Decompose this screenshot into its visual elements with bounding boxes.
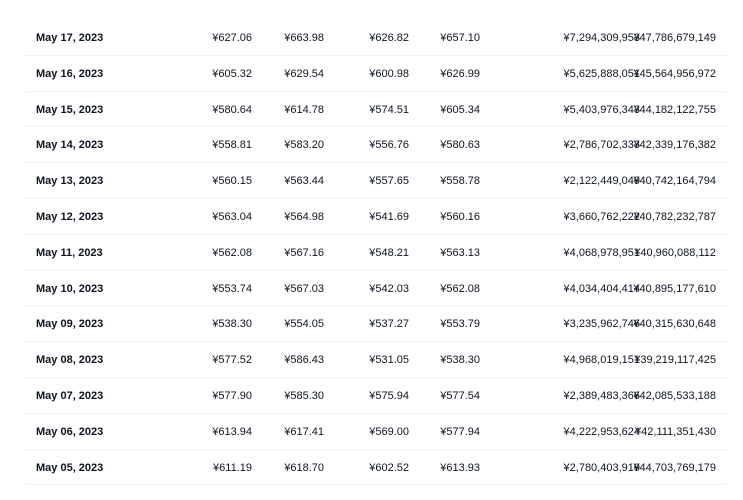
high-price-cell: ¥586.43	[284, 354, 324, 367]
high-price-cell: ¥583.20	[284, 139, 324, 152]
open-price-cell: ¥613.94	[212, 425, 252, 438]
open-price-cell: ¥580.64	[212, 103, 252, 116]
low-price-cell: ¥626.82	[369, 32, 409, 44]
low-price-cell: ¥556.76	[369, 139, 409, 152]
volume-cell: ¥2,786,702,333	[563, 139, 640, 152]
volume-cell: ¥2,780,403,919	[563, 461, 640, 474]
low-price-cell: ¥541.69	[369, 210, 409, 223]
close-price-cell: ¥577.94	[440, 425, 480, 438]
date-cell: May 05, 2023	[36, 461, 104, 474]
market-cap-cell: ¥47,786,679,149	[633, 32, 716, 44]
high-price-cell: ¥617.41	[284, 425, 324, 438]
close-price-cell: ¥558.78	[440, 175, 480, 188]
high-price-cell: ¥567.03	[284, 282, 324, 295]
date-cell: May 07, 2023	[36, 389, 104, 402]
table-row	[26, 378, 726, 414]
table-row	[26, 163, 726, 199]
market-cap-cell: ¥40,960,088,112	[634, 246, 716, 259]
market-cap-cell: ¥44,182,122,755	[633, 103, 716, 116]
table-row	[26, 92, 726, 128]
market-cap-cell: ¥42,111,351,430	[635, 425, 716, 438]
market-cap-cell: ¥42,085,533,188	[633, 389, 716, 402]
volume-cell: ¥5,403,976,343	[563, 103, 640, 116]
market-cap-cell: ¥39,219,117,425	[634, 354, 716, 367]
open-price-cell: ¥577.52	[212, 354, 252, 367]
low-price-cell: ¥542.03	[369, 282, 409, 295]
volume-cell: ¥2,122,449,049	[563, 175, 640, 188]
market-cap-cell: ¥44,703,769,179	[633, 461, 716, 474]
high-price-cell: ¥564.98	[284, 210, 324, 223]
high-price-cell: ¥663.98	[284, 32, 324, 44]
date-cell: May 10, 2023	[36, 282, 104, 295]
volume-cell: ¥4,034,404,414	[563, 282, 640, 295]
close-price-cell: ¥553.79	[440, 318, 480, 331]
historical-data-table	[26, 20, 726, 485]
open-price-cell: ¥560.15	[212, 175, 252, 188]
date-cell: May 17, 2023	[36, 32, 104, 44]
date-cell: May 16, 2023	[36, 67, 104, 80]
high-price-cell: ¥567.16	[284, 246, 324, 259]
low-price-cell: ¥574.51	[369, 103, 409, 116]
low-price-cell: ¥602.52	[369, 461, 409, 474]
close-price-cell: ¥538.30	[440, 354, 480, 367]
close-price-cell: ¥626.99	[440, 67, 480, 80]
market-cap-cell: ¥40,742,164,794	[633, 175, 716, 188]
high-price-cell: ¥563.44	[284, 175, 324, 188]
table-row	[26, 127, 726, 163]
date-cell: May 13, 2023	[36, 175, 104, 188]
open-price-cell: ¥577.90	[212, 389, 252, 402]
table-row	[26, 20, 726, 56]
volume-cell: ¥7,294,309,953	[563, 32, 640, 44]
table-row	[26, 414, 726, 450]
low-price-cell: ¥569.00	[369, 425, 409, 438]
close-price-cell: ¥563.13	[440, 246, 480, 259]
volume-cell: ¥5,625,888,051	[563, 67, 640, 80]
market-cap-cell: ¥45,564,956,972	[633, 67, 716, 80]
close-price-cell: ¥580.63	[440, 139, 480, 152]
market-cap-cell: ¥40,782,232,787	[633, 210, 716, 223]
close-price-cell: ¥577.54	[440, 389, 480, 402]
open-price-cell: ¥558.81	[212, 139, 252, 152]
table-row	[26, 235, 726, 271]
table-row	[26, 342, 726, 378]
close-price-cell: ¥562.08	[440, 282, 480, 295]
volume-cell: ¥2,389,483,366	[563, 389, 640, 402]
low-price-cell: ¥531.05	[369, 354, 409, 367]
volume-cell: ¥4,068,978,951	[563, 246, 640, 259]
low-price-cell: ¥537.27	[369, 318, 409, 331]
low-price-cell: ¥600.98	[369, 67, 409, 80]
market-cap-cell: ¥40,895,177,610	[633, 282, 716, 295]
date-cell: May 09, 2023	[36, 318, 104, 331]
close-price-cell: ¥605.34	[440, 103, 480, 116]
table-row	[26, 271, 726, 307]
high-price-cell: ¥614.78	[284, 103, 324, 116]
close-price-cell: ¥657.10	[440, 32, 480, 44]
table-row	[26, 199, 726, 235]
open-price-cell: ¥627.06	[212, 32, 252, 44]
table-row	[26, 450, 726, 486]
open-price-cell: ¥562.08	[212, 246, 252, 259]
low-price-cell: ¥557.65	[369, 175, 409, 188]
close-price-cell: ¥560.16	[440, 210, 480, 223]
date-cell: May 14, 2023	[36, 139, 104, 152]
open-price-cell: ¥553.74	[212, 282, 252, 295]
market-cap-cell: ¥42,339,176,382	[633, 139, 716, 152]
low-price-cell: ¥548.21	[369, 246, 409, 259]
market-cap-cell: ¥40,315,630,648	[633, 318, 716, 331]
date-cell: May 11, 2023	[36, 246, 103, 259]
open-price-cell: ¥611.19	[213, 461, 252, 474]
date-cell: May 12, 2023	[36, 210, 104, 223]
table-row	[26, 56, 726, 92]
open-price-cell: ¥563.04	[212, 210, 252, 223]
volume-cell: ¥3,660,762,222	[563, 210, 640, 223]
date-cell: May 15, 2023	[36, 103, 104, 116]
open-price-cell: ¥538.30	[212, 318, 252, 331]
high-price-cell: ¥618.70	[284, 461, 324, 474]
high-price-cell: ¥554.05	[284, 318, 324, 331]
high-price-cell: ¥629.54	[284, 67, 324, 80]
volume-cell: ¥4,222,953,624	[563, 425, 640, 438]
date-cell: May 08, 2023	[36, 354, 104, 367]
table-row	[26, 306, 726, 342]
low-price-cell: ¥575.94	[369, 389, 409, 402]
open-price-cell: ¥605.32	[212, 67, 252, 80]
date-cell: May 06, 2023	[36, 425, 104, 438]
close-price-cell: ¥613.93	[440, 461, 480, 474]
volume-cell: ¥3,235,962,746	[563, 318, 640, 331]
volume-cell: ¥4,968,019,151	[563, 354, 640, 367]
high-price-cell: ¥585.30	[284, 389, 324, 402]
